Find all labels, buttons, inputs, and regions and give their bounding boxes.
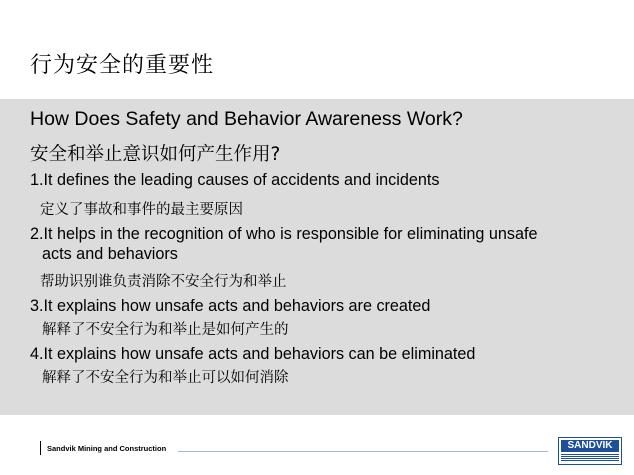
item-4-chinese: 解释了不安全行为和举止可以如何消除	[42, 370, 289, 386]
footer-divider	[40, 441, 41, 455]
item-3-english: 3.It explains how unsafe acts and behaviors are created	[30, 297, 431, 315]
heading-english: How Does Safety and Behavior Awareness Work?	[30, 108, 463, 130]
footer-company-name: Sandvik Mining and Construction	[47, 444, 167, 453]
item-1-chinese: 定义了事故和事件的最主要原因	[40, 202, 243, 218]
item-1-english: 1.It defines the leading causes of accidents and incidents	[30, 171, 440, 189]
item-4-english: 4.It explains how unsafe acts and behaviors can be eliminated	[30, 345, 476, 363]
item-2-english-continued: acts and behaviors	[42, 245, 178, 263]
item-3-chinese: 解释了不安全行为和举止是如何产生的	[42, 322, 289, 338]
logo-wordmark: SANDVIK	[561, 440, 619, 452]
sandvik-logo	[558, 437, 622, 465]
logo-stripes	[561, 454, 619, 462]
slide-title: 行为安全的重要性	[30, 53, 215, 78]
footer-rule	[178, 451, 548, 452]
item-2-chinese: 帮助识别谁负责消除不安全行为和举止	[40, 274, 287, 290]
item-2-english: 2.It helps in the recognition of who is responsible for eliminating unsafe	[30, 225, 538, 243]
heading-chinese: 安全和举止意识如何产生作用?	[30, 144, 281, 165]
